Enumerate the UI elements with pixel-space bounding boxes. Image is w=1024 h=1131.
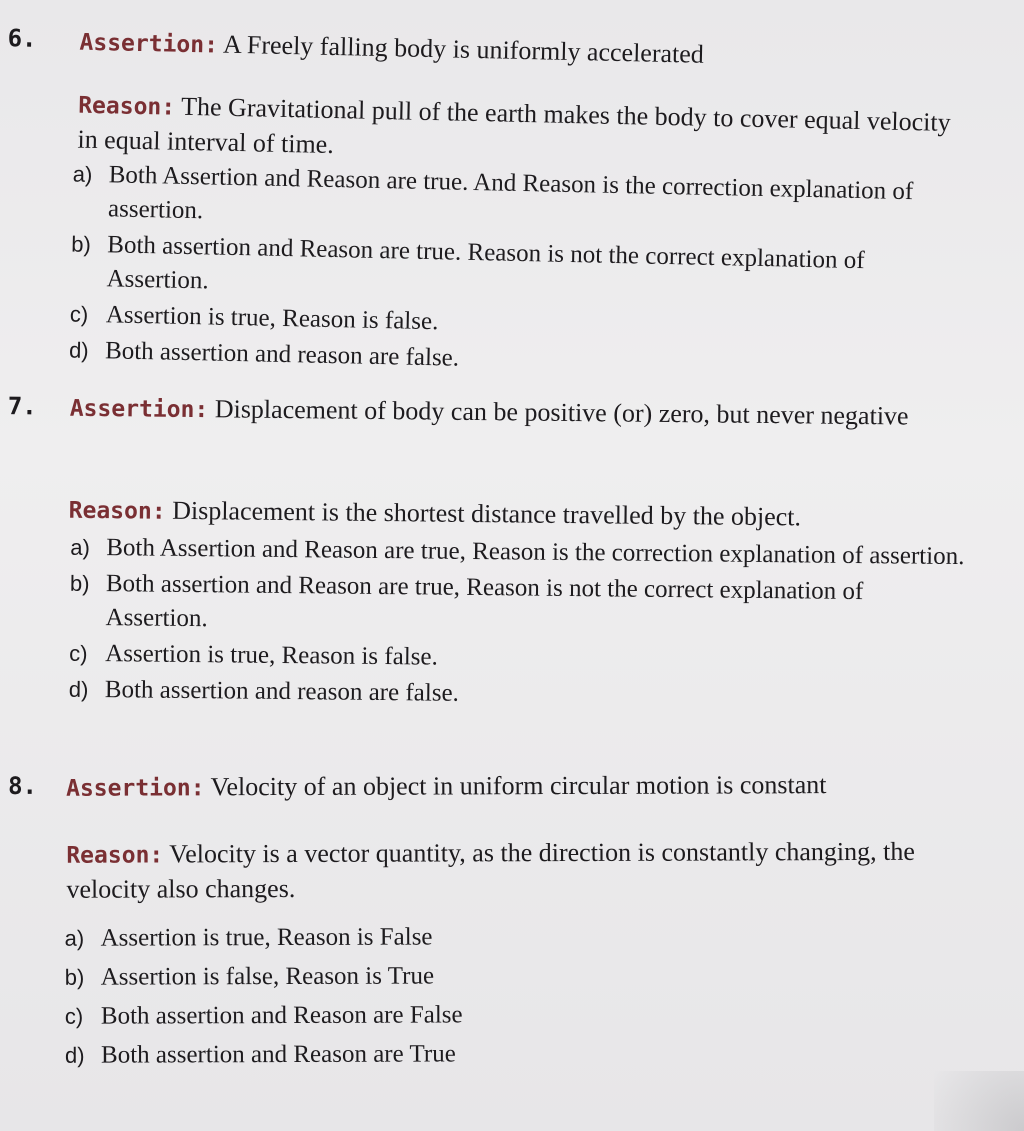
assertion-label: Assertion: [66,775,205,802]
option-text: Assertion is true, Reason is False [100,923,433,952]
option-text: Both assertion and Reason are False [100,1001,463,1030]
question-number: 8. [8,771,38,800]
reason-label: Reason: [68,497,166,525]
assertion-label: Assertion: [69,395,209,424]
question-6 [0,20,1024,372]
option-text: Assertion is true, Reason is false. [105,301,439,336]
option-letter: c) [69,640,88,666]
option-letter: b) [69,570,90,596]
option-letter: b) [71,231,92,257]
assertion-line [66,769,827,805]
option-b [67,567,968,644]
option-letter: d) [64,1042,85,1068]
reason-line [69,493,989,538]
reason-line [66,835,976,907]
question-number: 7. [7,392,37,421]
assertion-text: Displacement of body can be positive (or) zero, but never negative [214,394,909,431]
option-letter: d) [68,337,89,363]
assertion-line [79,26,704,72]
option-letter: a) [64,925,85,951]
option-text: Assertion is true, Reason is false. [105,640,438,671]
option-d [63,1034,963,1074]
option-letter: a) [72,161,93,187]
option-text: Both assertion and Reason are true. Reason is not the correct explanation of Assertion. [106,231,865,295]
reason-label: Reason: [66,842,164,869]
option-d [67,673,967,716]
option-c [63,995,963,1035]
option-text: Both assertion and Reason are True [100,1040,456,1069]
option-b [63,956,963,996]
question-8 [0,764,1024,1069]
page-corner-shadow [934,1071,1024,1131]
option-letter: b) [64,964,85,990]
reason-text: Velocity is a vector quantity, as the direction is constantly changing, the velocity also changes. [66,836,915,904]
assertion-label: Assertion: [79,29,219,59]
option-text: Both assertion and Reason are true, Reason is not the correct explanation of Assertion. [105,570,864,633]
options-list [67,158,971,389]
options-list [63,917,964,1076]
question-number: 6. [7,24,37,53]
assertion-text: A Freely falling body is uniformly accelerated [222,29,705,69]
option-text: Both Assertion and Reason are true, Reason is the correction explanation of assertion. [106,534,965,571]
option-letter: c) [64,1003,84,1029]
option-text: Both assertion and reason are false. [104,676,460,707]
option-letter: a) [70,534,91,560]
option-letter: d) [68,676,89,702]
option-a [63,917,963,957]
option-text: Both Assertion and Reason are true. And Reason is the correction explanation of assertion. [107,161,914,225]
options-list [67,531,969,718]
reason-text: Displacement is the shortest distance travelled by the object. [172,495,802,532]
option-letter: c) [69,301,89,327]
option-text: Assertion is false, Reason is True [100,962,435,991]
assertion-line [70,391,960,435]
option-text: Both assertion and reason are false. [104,337,460,372]
reason-text: The Gravitational pull of the earth makes the body to cover equal velocity in equal interval of time. [77,91,951,160]
assertion-text: Velocity of an object in uniform circular motion is constant [210,770,827,802]
reason-label: Reason: [77,92,176,121]
question-7 [0,388,1024,707]
